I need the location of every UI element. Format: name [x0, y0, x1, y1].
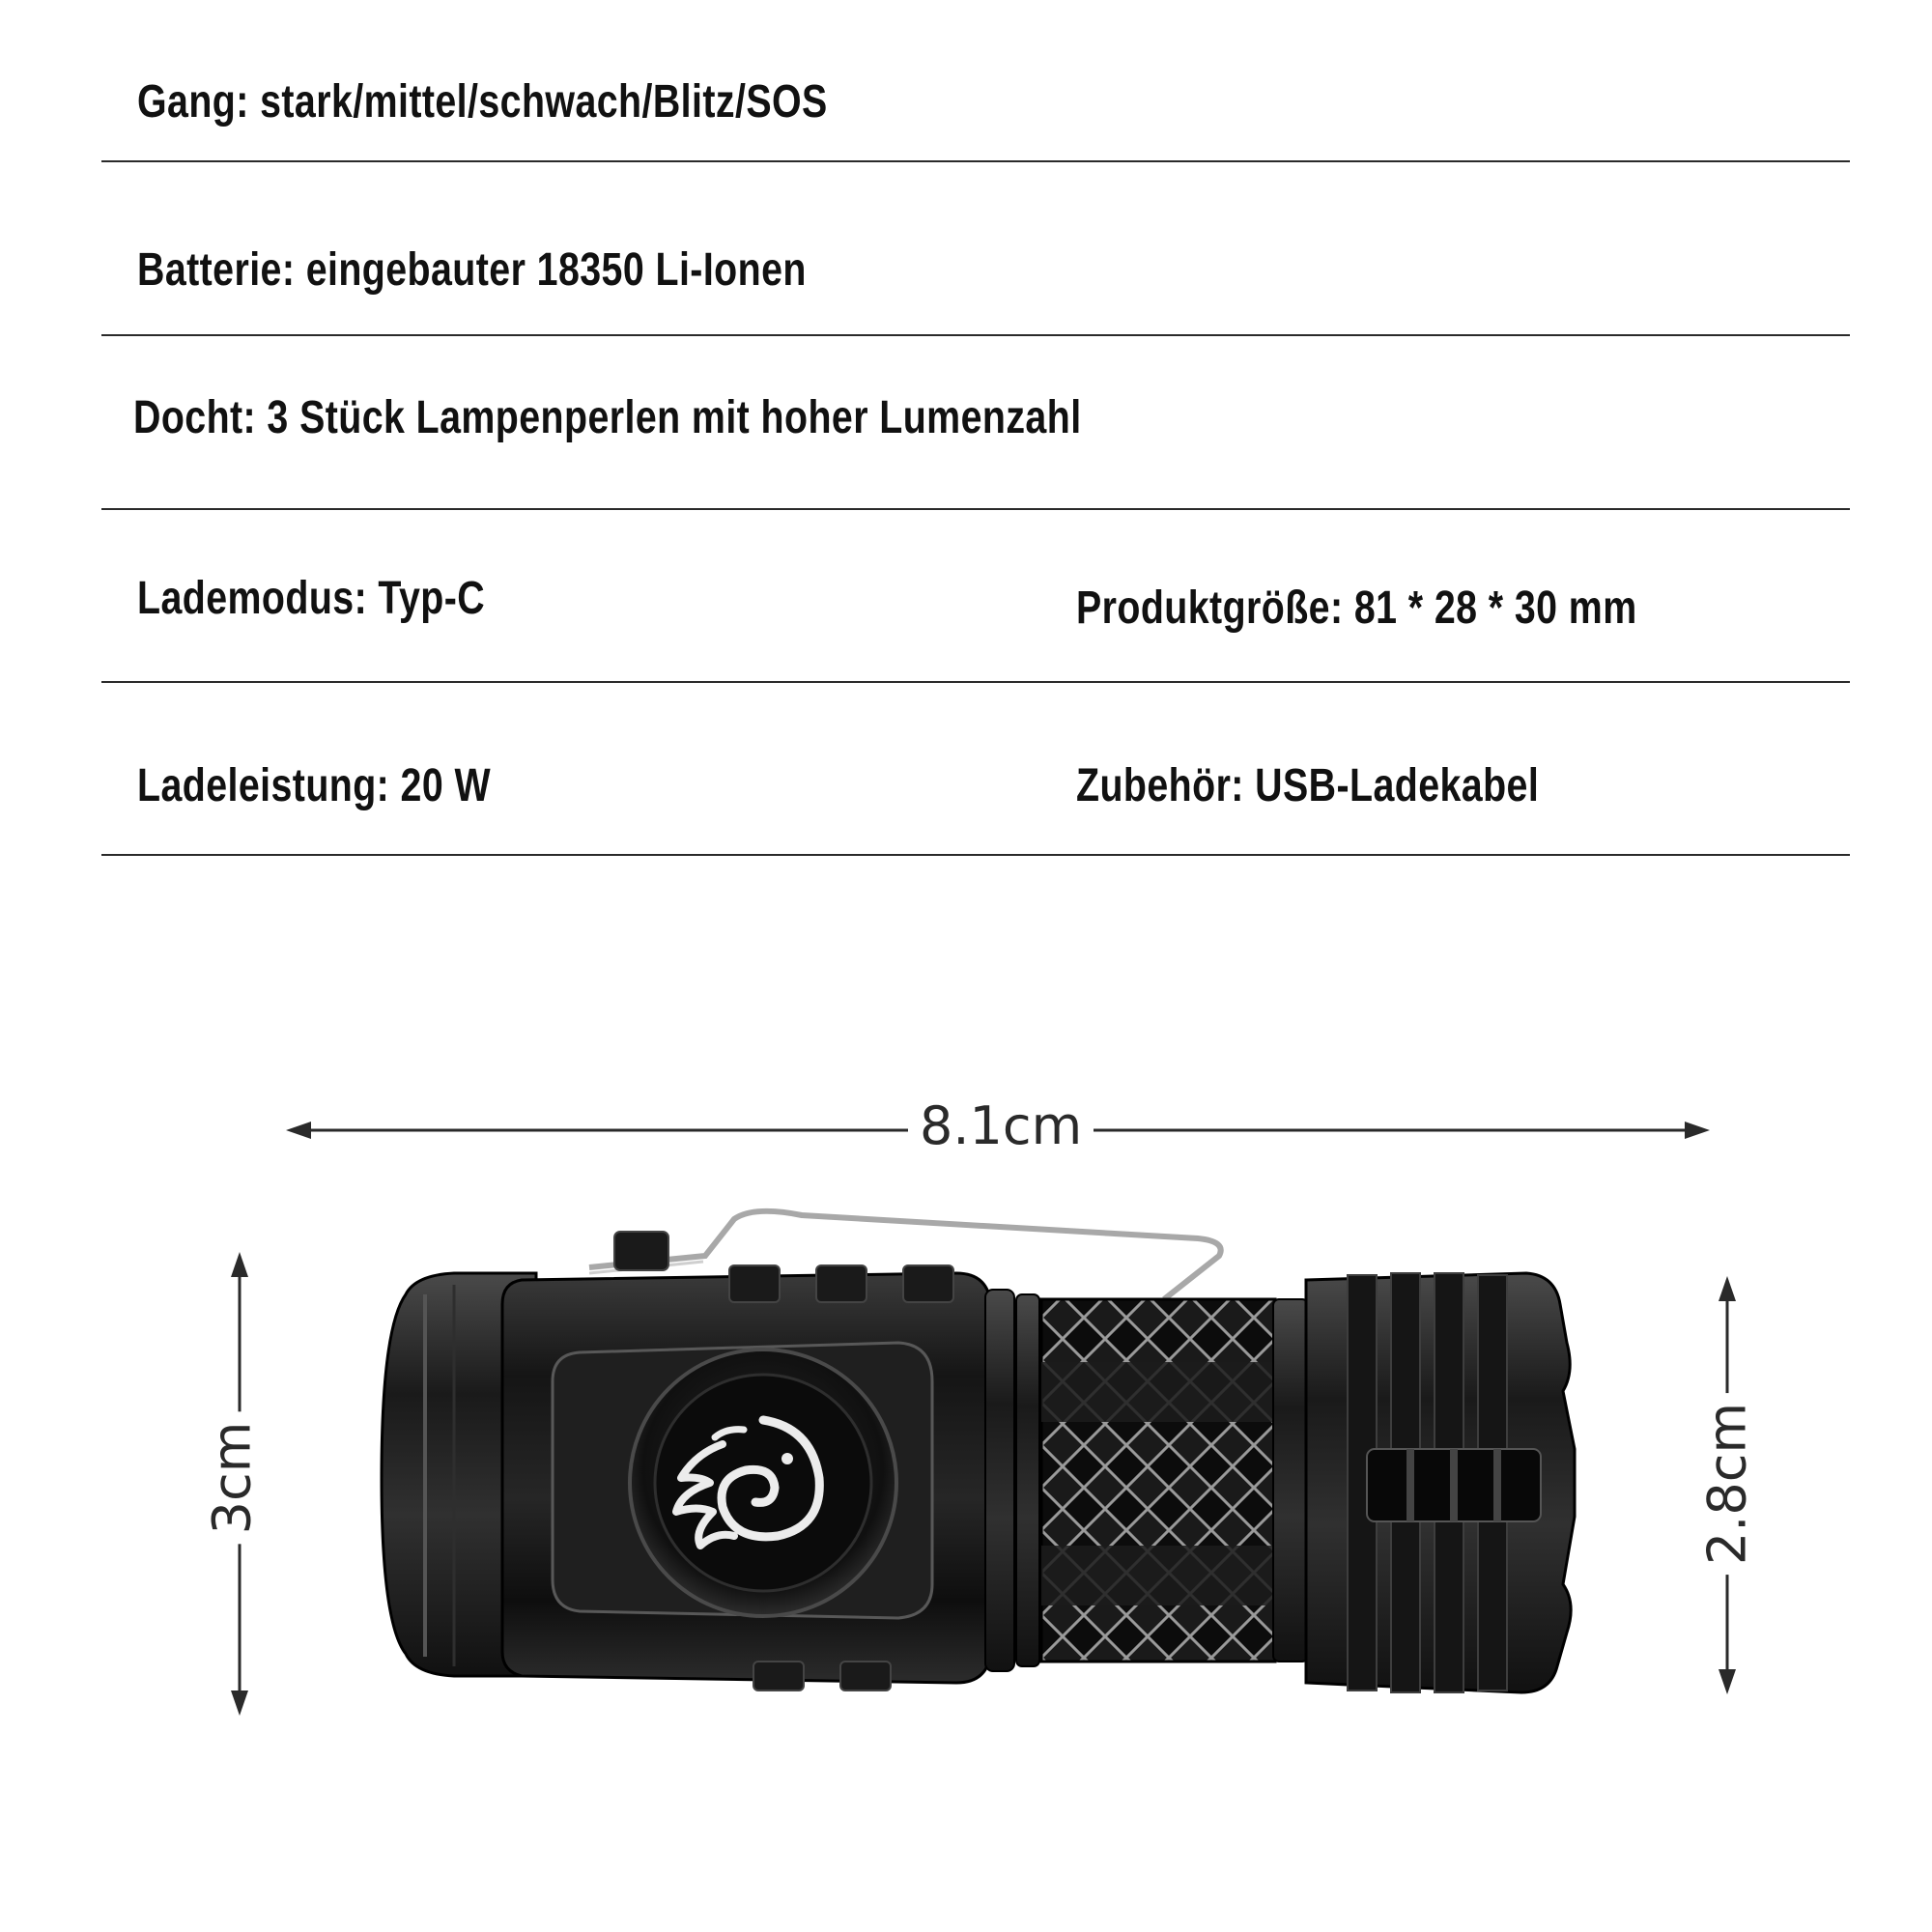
spec-produktgroesse: Produktgröße: 81 * 28 * 30 mm: [1076, 582, 1637, 634]
spec-ladeleistung: Ladeleistung: 20 W: [137, 760, 492, 811]
spec-zubehoer: Zubehör: USB-Ladekabel: [1076, 760, 1540, 811]
spec-lademodus: Lademodus: Typ-C: [137, 573, 486, 624]
spec-batterie: Batterie: eingebauter 18350 Li-Ionen: [137, 244, 807, 296]
flashlight-image: [382, 1211, 1575, 1692]
height-right-dimension-label: 2.8cm: [1697, 1393, 1758, 1575]
spec-gang: Gang: stark/mittel/schwach/Blitz/SOS: [137, 76, 828, 128]
height-left-dimension-label: 3cm: [202, 1412, 263, 1545]
width-dimension-label: 8.1cm: [908, 1095, 1094, 1156]
spec-docht: Docht: 3 Stück Lampenperlen mit hoher Lumenzahl: [133, 392, 1082, 443]
